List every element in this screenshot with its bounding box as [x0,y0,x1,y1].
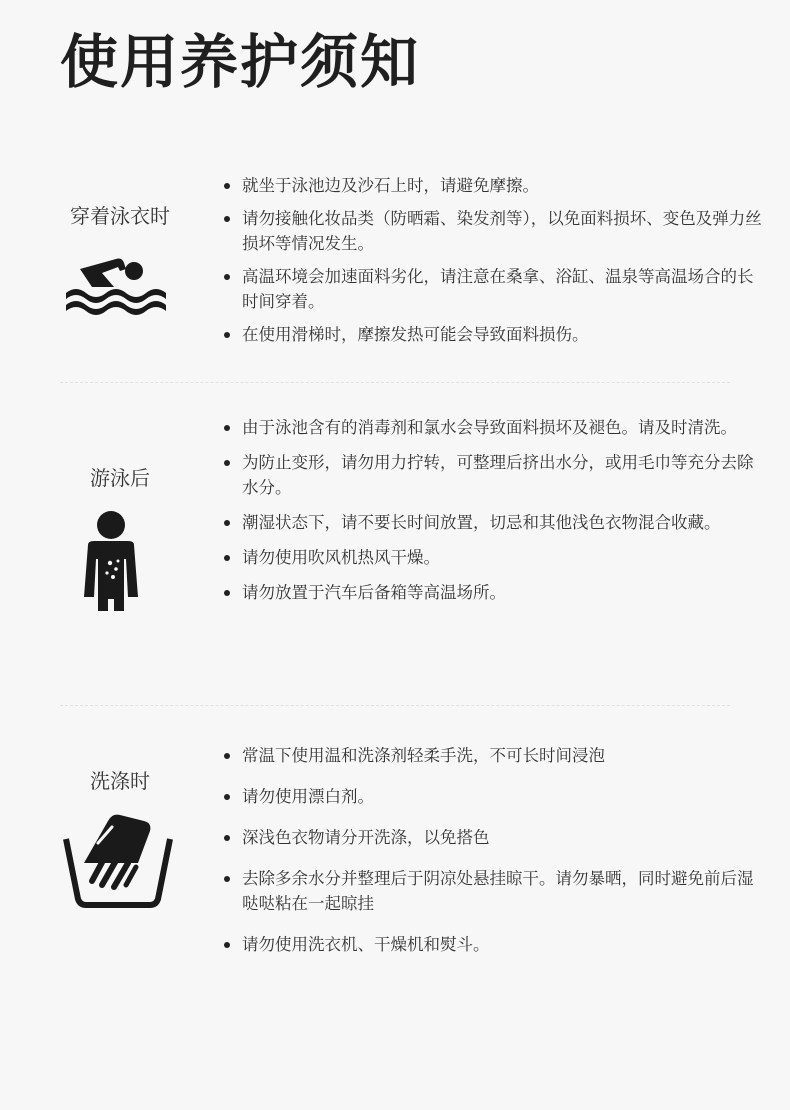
list-item: 请勿使用洗衣机、干燥机和熨斗。 [222,932,762,957]
list-item: 请勿使用漂白剂。 [222,784,762,809]
page-title: 使用养护须知 [60,28,421,96]
list-item: 在使用滑梯时，摩擦发热可能会导致面料损伤。 [222,322,762,347]
care-list [222,173,762,347]
list-item: 高温环境会加速面料劣化，请注意在桑拿、浴缸、温泉等高温场合的长时间穿着。 [222,264,762,314]
list-item: 请勿放置于汽车后备箱等高温场所。 [222,580,762,605]
care-list [222,743,762,957]
section-label: 游泳后 [90,466,150,490]
list-item: 由于泳池含有的消毒剂和氯水会导致面料损坏及褪色。请及时清洗。 [222,415,762,440]
list-item: 请勿使用吹风机热风干燥。 [222,545,762,570]
divider [60,382,730,383]
list-item: 深浅色衣物请分开洗涤，以免搭色 [222,825,762,850]
section-swimwear [0,165,790,380]
section-label: 穿着泳衣时 [70,204,170,228]
list-item: 为防止变形，请勿用力拧转，可整理后挤出水分，或用毛巾等充分去除水分。 [222,450,762,500]
hand-wash-icon [62,803,174,911]
section-label: 洗涤时 [90,769,150,793]
list-item: 就坐于泳池边及沙石上时，请避免摩擦。 [222,173,762,198]
list-item: 潮湿状态下，请不要长时间放置，切忌和其他浅色衣物混合收藏。 [222,510,762,535]
section-washing [0,735,790,975]
divider [60,705,730,706]
list-item: 常温下使用温和洗涤剂轻柔手洗，不可长时间浸泡 [222,743,762,768]
list-item: 请勿接触化妆品类（防晒霜、染发剂等），以免面料损坏、变色及弹力丝损坏等情况发生。 [222,206,762,256]
wet-person-icon [82,511,140,623]
list-item: 去除多余水分并整理后于阴凉处悬挂晾干。请勿暴晒，同时避免前后湿哒哒粘在一起晾挂 [222,866,762,916]
care-list [222,415,762,605]
swimmer-icon [62,253,174,315]
section-after-swimming [0,405,790,695]
